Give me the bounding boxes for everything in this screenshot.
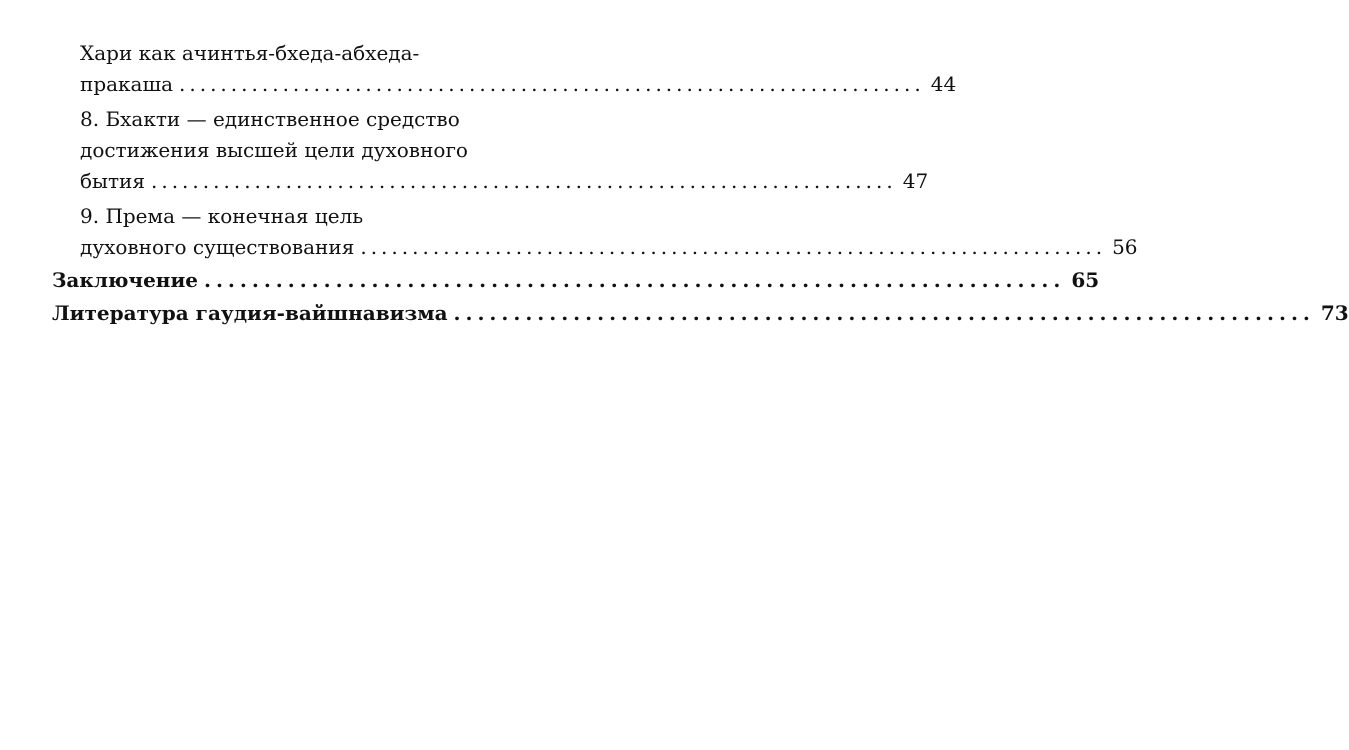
- toc-entry-bhakti[interactable]: [52, 104, 929, 197]
- dot-leader: ........................................................................: [360, 235, 1107, 259]
- table-of-contents: [52, 38, 1349, 329]
- toc-page-number: 56: [1112, 235, 1138, 259]
- toc-entry-line: достижения высшей цели духовного: [80, 138, 468, 162]
- toc-entry-prema[interactable]: [52, 201, 1138, 263]
- toc-entry-literature[interactable]: [52, 298, 1349, 329]
- dot-leader: ........................................................................: [150, 169, 897, 193]
- toc-entry-line: Заключение: [52, 268, 198, 292]
- toc-entry-conclusion[interactable]: [52, 265, 1100, 296]
- toc-entry-line: Литература гаудия-вайшнавизма: [52, 301, 448, 325]
- toc-entry-line: 9. Према — конечная цель: [80, 204, 364, 228]
- toc-page-number: 65: [1071, 268, 1100, 292]
- toc-page-number: 73: [1320, 301, 1349, 325]
- dot-leader: ........................................................................: [204, 268, 1066, 292]
- toc-entry-line: пракаша: [80, 72, 173, 96]
- toc-entry-line: 8. Бхакти — единственное средство: [80, 107, 460, 131]
- toc-entry-line: Хари как ачинтья-бхеда-абхеда-: [80, 41, 420, 65]
- dot-leader: ........................................................................: [179, 72, 925, 96]
- toc-entry-line: духовного существования: [80, 235, 355, 259]
- toc-page-number: 47: [902, 169, 929, 193]
- toc-entry-line: бытия: [80, 169, 145, 193]
- toc-page-number: 44: [930, 72, 957, 96]
- dot-leader: ........................................................................: [453, 301, 1315, 325]
- toc-entry-hari[interactable]: [52, 38, 957, 100]
